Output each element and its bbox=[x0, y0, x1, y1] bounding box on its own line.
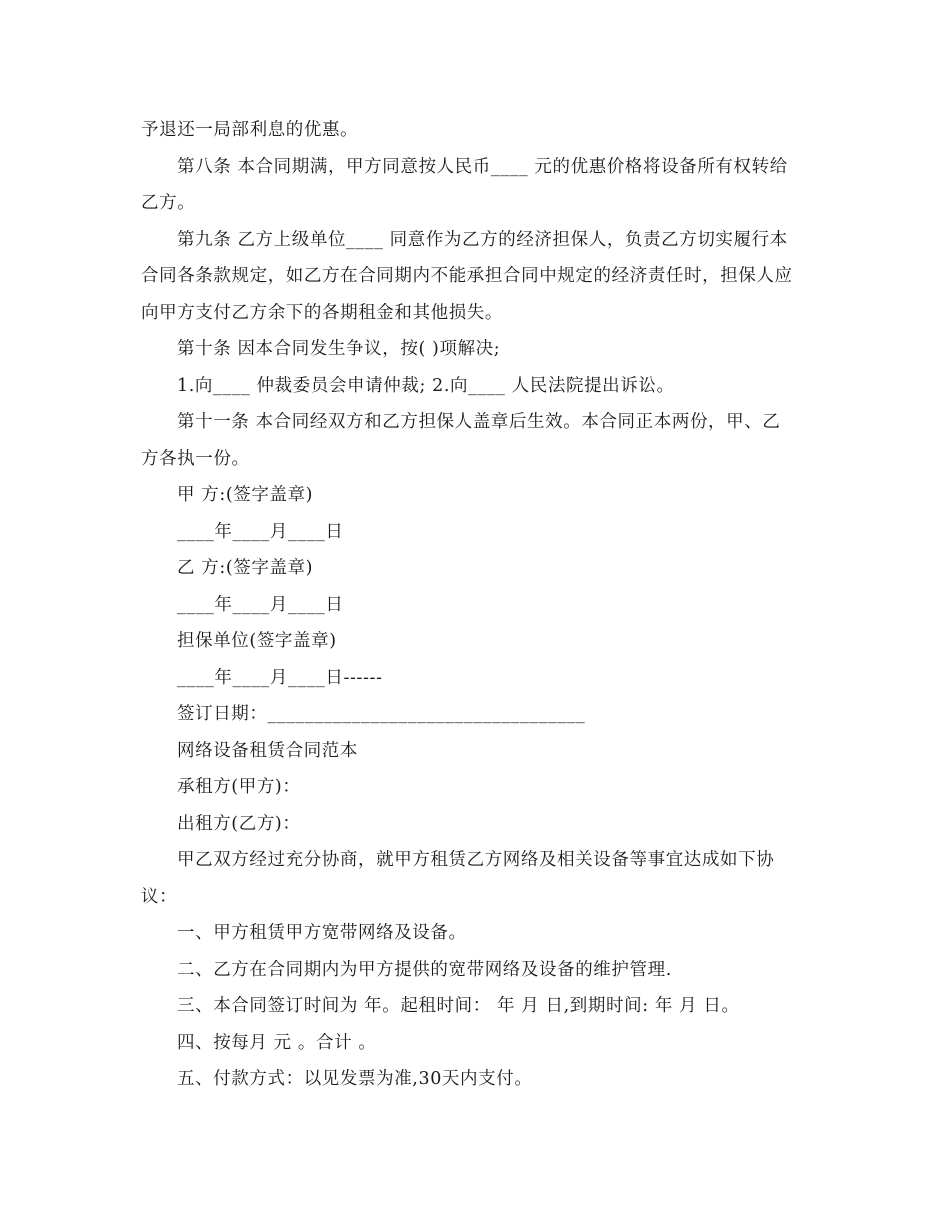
text-line: 承租方(甲方)： bbox=[177, 777, 301, 797]
text-line: 向甲方支付乙方余下的各期租金和其他损失。 bbox=[141, 303, 503, 323]
text-line: 四、按每月 元 。合计 。 bbox=[177, 1033, 377, 1053]
text-line: 第十条 因本合同发生争议，按( )项解决; bbox=[177, 339, 501, 359]
text-line: 第八条 本合同期满，甲方同意按人民币____ 元的优惠价格将设备所有权转给 bbox=[177, 157, 788, 177]
text-line: 担保单位(签字盖章) bbox=[177, 631, 337, 651]
text-line: ____年____月____日------ bbox=[177, 668, 383, 688]
text-line: 出租方(乙方)： bbox=[177, 814, 301, 834]
text-line: 第九条 乙方上级单位____ 同意作为乙方的经济担保人，负责乙方切实履行本 bbox=[177, 230, 788, 250]
text-line: 议： bbox=[141, 887, 178, 907]
text-line: ____年____月____日 bbox=[177, 522, 344, 542]
text-line: 合同各条款规定，如乙方在合同期内不能承担合同中规定的经济责任时，担保人应 bbox=[141, 266, 793, 286]
text-line: 三、本合同签订时间为 年。起租时间： 年 月 日,到期时间: 年 月 日。 bbox=[177, 996, 740, 1016]
text-line: 甲乙双方经过充分协商，就甲方租赁乙方网络及相关设备等事宜达成如下协 bbox=[177, 850, 775, 870]
text-line: 网络设备租赁合同范本 bbox=[177, 741, 358, 761]
text-line: 予退还一局部利息的优惠。 bbox=[141, 120, 359, 140]
text-line: 方各执一份。 bbox=[141, 449, 250, 469]
text-line: 签订日期：__________________________________ bbox=[177, 704, 586, 724]
text-line: ____年____月____日 bbox=[177, 595, 344, 615]
text-line: 1.向____ 仲裁委员会申请仲裁; 2.向____ 人民法院提出诉讼。 bbox=[177, 376, 675, 396]
text-line: 甲 方:(签字盖章) bbox=[177, 485, 314, 505]
text-line: 乙 方:(签字盖章) bbox=[177, 558, 314, 578]
text-line: 二、乙方在合同期内为甲方提供的宽带网络及设备的维护管理. bbox=[177, 960, 672, 980]
text-line: 第十一条 本合同经双方和乙方担保人盖章后生效。本合同正本两份，甲、乙 bbox=[177, 412, 781, 432]
text-line: 五、付款方式：以见发票为准,30天内支付。 bbox=[177, 1069, 533, 1089]
text-line: 乙方。 bbox=[141, 193, 196, 213]
text-line: 一、甲方租赁甲方宽带网络及设备。 bbox=[177, 923, 467, 943]
